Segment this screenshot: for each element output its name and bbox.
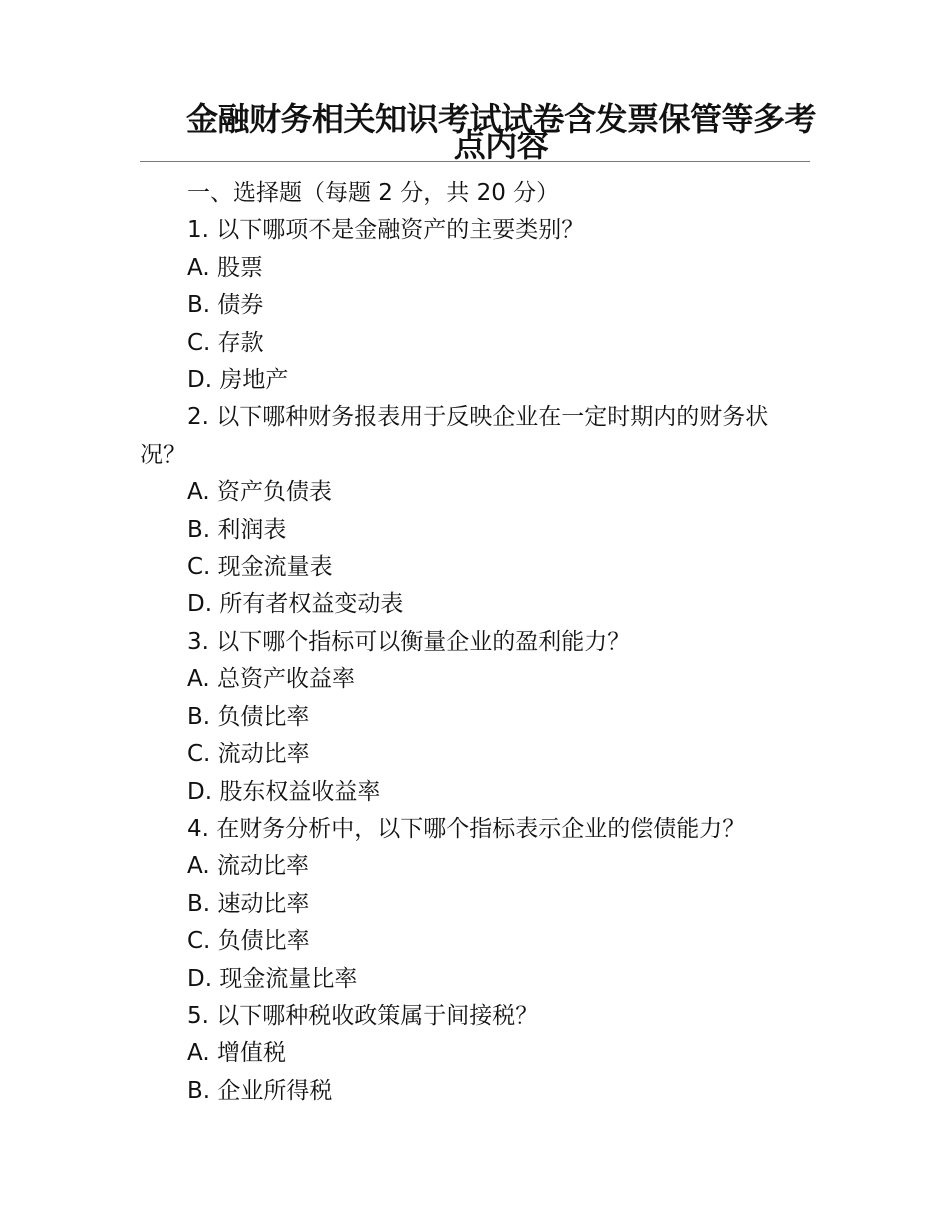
question-4: 4. 在财务分析中，以下哪个指标表示企业的偿债能力？: [187, 815, 746, 842]
option-4b: B. 速动比率: [187, 890, 310, 917]
option-3d: D. 股东权益收益率: [187, 778, 381, 805]
option-2d: D. 所有者权益变动表: [187, 591, 404, 618]
question-5: 5. 以下哪种税收政策属于间接税？: [187, 1002, 539, 1029]
option-1d: D. 房地产: [187, 367, 289, 394]
option-2c: C. 现金流量表: [187, 554, 333, 581]
option-3c: C. 流动比率: [187, 741, 310, 768]
option-2a: A. 资产负债表: [187, 479, 332, 506]
title-underline: [140, 161, 810, 162]
option-3b: B. 负债比率: [187, 703, 310, 730]
option-4a: A. 流动比率: [187, 853, 309, 880]
option-3a: A. 总资产收益率: [187, 666, 355, 693]
option-4d: D. 现金流量比率: [187, 965, 358, 992]
option-4c: C. 负债比率: [187, 928, 310, 955]
option-1b: B. 债券: [187, 292, 264, 319]
option-5a: A. 增值税: [187, 1040, 286, 1067]
question-3: 3. 以下哪个指标可以衡量企业的盈利能力？: [187, 628, 631, 655]
question-1: 1. 以下哪项不是金融资产的主要类别？: [187, 217, 585, 244]
option-1a: A. 股票: [187, 254, 263, 281]
question-2: 2. 以下哪种财务报表用于反映企业在一定时期内的财务状况？: [140, 404, 769, 468]
option-2b: B. 利润表: [187, 516, 287, 543]
option-5b: B. 企业所得税: [187, 1077, 333, 1104]
document-title: 金融财务相关知识考试试卷含发票保管等多考点内容: [186, 100, 817, 164]
document-body: [140, 175, 810, 1110]
section-heading: 一、选择题（每题 2 分，共 20 分）: [187, 180, 560, 206]
option-1c: C. 存款: [187, 329, 264, 356]
